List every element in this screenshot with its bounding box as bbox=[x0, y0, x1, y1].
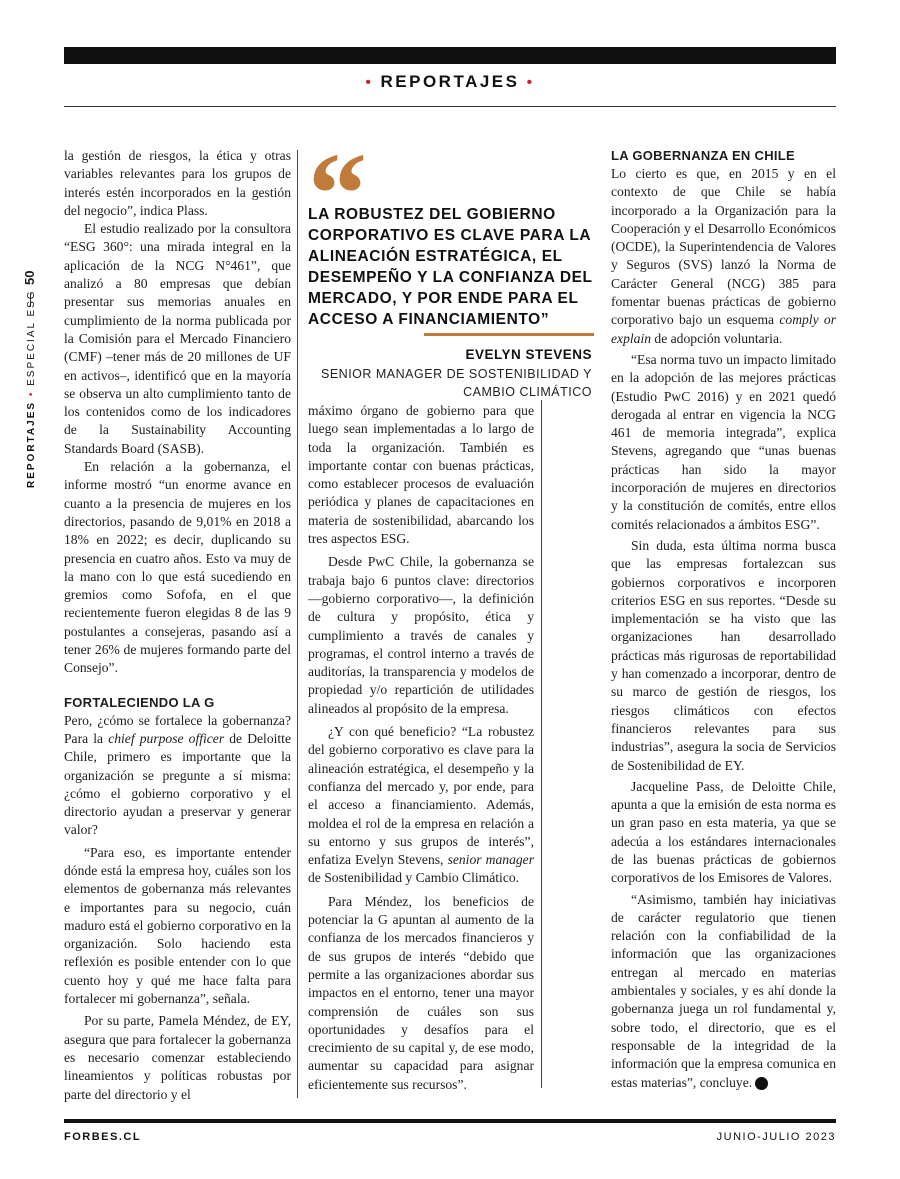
paragraph: “Esa norma tuvo un impacto limitado en la adopción de las mejores prácticas (Estudio PwC 2016) y en 2021 quedó derogada al entrar en vigencia la NCG 461 de memoria integrada”, explica Stevens, agregando que “unas buenas prácticas han sido la mayor incorporación de mujeres en directorios y la constitución de comités, entre ellos comités relacionados a ámbitos ESG”. bbox=[611, 351, 836, 532]
column-divider bbox=[541, 400, 542, 1088]
section-header bbox=[64, 72, 836, 92]
header-divider bbox=[64, 106, 836, 107]
paragraph: Para Méndez, los beneficios de potenciar la G apuntan al aumento de la confianza de los mercados financieros y de sus grupos de interés “debido que permite a las organizaciones abordar sus impactos en el entorno, tener una mayor comprensión de cuáles son sus oportunidades y desafíos para el crecimiento de su capital y, de ese modo, aumentar su capacidad para asignar eficientemente sus recursos”. bbox=[308, 893, 534, 1092]
paragraph: Por su parte, Pamela Méndez, de EY, asegura que para fortalecer la gobernanza es necesario comenzar estableciendo lineamientos y políticas robustas por parte del directorio y el bbox=[64, 1013, 291, 1102]
paragraph: “Asimismo, también hay iniciativas de carácter regulatorio que tienen relación con la confiabilidad de la información que las organizaciones entregan al mercado en materias ambientales y sociales, y es ahí donde la gobernanza juega un rol fundamental y, sobre todo, el directorio, que es el responsable de la integridad de la información que la empresa comunica en estas materias”, concluye. F bbox=[611, 891, 836, 1090]
paragraph: Pero, ¿cómo se fortalece la gobernanza? Para la chief purpose officer de Deloitte Chile, primero es importante que la organización se pregunte a sí misma: ¿cómo el gobierno corporativo y el directorio ayudan a preservar y generar valor? bbox=[64, 712, 291, 838]
footer-site: FORBES.CL bbox=[64, 1131, 142, 1143]
article-column-3 bbox=[611, 147, 836, 1092]
pull-quote: LA ROBUSTEZ DEL GOBIERNO CORPORATIVO ES CLAVE PARA LA ALINEACIÓN ESTRATÉGICA, EL DESEMPEÑO Y LA CONFIANZA DEL MERCADO, Y POR ENDE PARA EL ACCESO A FINANCIAMIENTO” bbox=[308, 206, 593, 328]
side-section-label bbox=[26, 289, 37, 488]
paragraph: la gestión de riesgos, la ética y otras variables relevantes para los grupos de interés estén incorporados en la gestión del negocio”, indica Plass. bbox=[64, 148, 291, 218]
paragraph: “Para eso, es importante entender dónde está la empresa hoy, cuáles son los elementos de gobernanza más relevantes e importantes para su negocio, cuán maduro está el gobierno corporativo en la organización. Solo haciendo esta reflexión es posible entender con lo que cuento hoy y qué me hace falta para fortalecer mi gobernanza”, señala. bbox=[64, 844, 291, 1007]
side-section: REPORTAJES bbox=[26, 400, 37, 488]
top-black-bar bbox=[64, 47, 836, 64]
quote-author-name: EVELYN STEVENS bbox=[465, 347, 592, 362]
paragraph: Sin duda, esta última norma busca que las empresas fortalezcan sus gobiernos corporativos e incorporen criterios ESG en sus reportes. “Desde su implementación se ha visto que las organizaciones han desarrollado prácticas más rigurosas de reportabilidad y han comenzado a incorporar, dentro de su marco de gestión de riesgos, los riesgos climáticos con efectos financieros relevantes para sus industrias”, asegura la socia de Servicios de Sostenibilidad de EY. bbox=[611, 537, 836, 773]
bullet-right: • bbox=[526, 74, 535, 91]
paragraph: Desde PwC Chile, la gobernanza se trabaja bajo 6 puntos clave: directorios —gobierno corporativo—, la definición de cultura y propósito, ética y cumplimiento a través de canales y programas, el control interno a través de auditorías, la transparencia y modelos de propiedad y/o repartición de utilidades alineados al propósito de la empresa. bbox=[308, 554, 534, 716]
footer-rule bbox=[64, 1119, 836, 1123]
page-number: 50 bbox=[22, 270, 37, 285]
subheading: FORTALECIENDO LA G bbox=[64, 694, 215, 710]
footer-issue-date: JUNIO-JULIO 2023 bbox=[716, 1131, 836, 1143]
column-divider bbox=[297, 150, 298, 1098]
paragraph: El estudio realizado por la consultora “ESG 360°: una mirada integral en la aplicación de la NCG N°461”, que analizó a 80 empresas que debían presentar sus memorias anuales en cumplimiento de la norma publicada por la Comisión para el Mercado Financiero (CMF) –tener más de 20 millones de UF en activos–, identificó que en la mayoría se observa un alto cumplimiento tanto de los contenidos como de los indicadores de la Sustainability Accounting Standards Board (SASB). bbox=[64, 221, 291, 456]
subheading: LA GOBERNANZA EN CHILE bbox=[611, 148, 796, 163]
quote-mark-icon: “ bbox=[308, 128, 367, 259]
paragraph: máximo órgano de gobierno para que luego sean implementadas a lo largo de toda la organización. También es importante contar con buenas prácticas, como establecer procesos de evaluación periódica y planes de capacitaciones en materia de sostenibilidad, abarcando los tres aspectos ESG. bbox=[308, 403, 534, 547]
paragraph: Jacqueline Pass, de Deloitte Chile, apunta a que la emisión de esta norma es un gran paso en esta materia, ya que se adecúa a los estándares internacionales de las buenas prácticas de gobiernos corporativos de los Emisores de Valores. bbox=[611, 778, 836, 886]
side-bullet: • bbox=[26, 390, 37, 397]
article-column-2 bbox=[308, 402, 534, 1094]
paragraph: En relación a la gobernanza, el informe mostró “un enorme avance en cuanto a la presencia de mujeres en los directorios, pasando de 9,01% en 2018 a 18% en 2022; es decir, duplicando su presencia en cuatro años. Esto va muy de la mano con lo que está sucediendo en gremios como Sofofa, en el que recientemente fueron elegidas 8 de las 9 postulantes a consejeras, pasando así a tener 26% de mujeres formando parte del Consejo”. bbox=[64, 459, 291, 676]
pull-quote-rule bbox=[424, 333, 594, 336]
paragraph: Lo cierto es que, en 2015 y en el contexto de que Chile se había incorporado a la Organización para la Cooperación y el Desarrollo Económicos (OCDE), la Superintendencia de Valores y Seguros (SVS) lanzó la Norma de Carácter General (NCG) 385 para fomentar buenas prácticas de gobierno corporativo bajo un esquema comply or explain de adopción voluntaria. bbox=[611, 166, 836, 346]
article-column-1 bbox=[64, 147, 291, 1104]
forbes-end-mark-icon: F bbox=[755, 1077, 768, 1090]
paragraph: ¿Y con qué beneficio? “La robustez del gobierno corporativo es clave para la alineación estratégica, el desempeño y la confianza del mercado y, por ende, para el acceso a financiamiento. Además, moldea el rol de la empresa en relación a su entorno y sus grupos de interés”, enfatiza Evelyn Stevens, senior manager de Sostenibilidad y Cambio Climático. bbox=[308, 724, 534, 886]
side-subsection: ESPECIAL ESG bbox=[26, 289, 37, 386]
quote-author-role: SENIOR MANAGER DE SOSTENIBILIDAD Y CAMBIO CLIMÁTICO bbox=[321, 367, 592, 399]
section-title: REPORTAJES bbox=[380, 72, 520, 91]
bullet-left: • bbox=[365, 74, 374, 91]
